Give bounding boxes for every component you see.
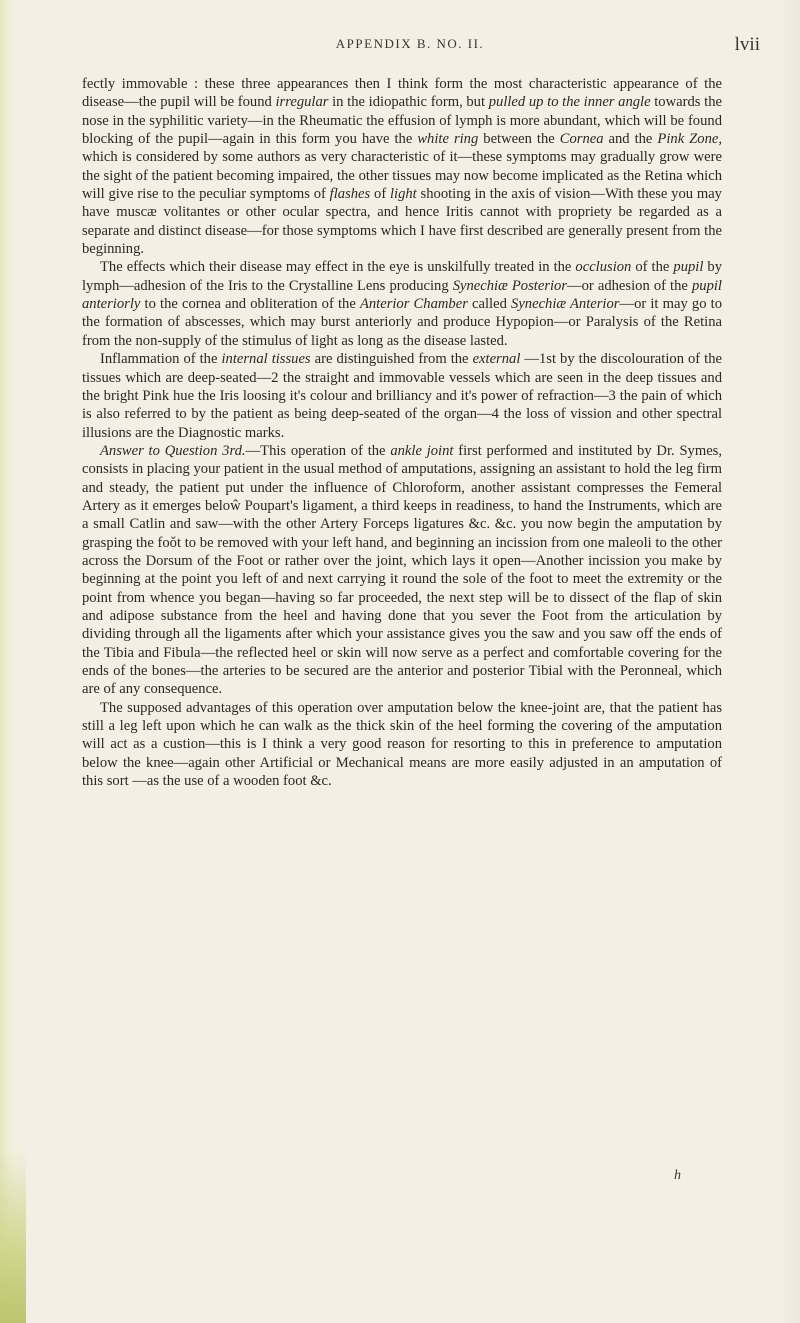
text-run: —This operation of the (245, 442, 391, 459)
paragraph-3 (82, 350, 722, 442)
signature-mark: h (674, 1168, 681, 1183)
text-run: towards the nose in the syphilitic variety—in the Rheumatic the effusion of lymph is more abundant, which will be found blocking of the pupil—again in this form you have the (82, 94, 722, 148)
text-run: fectly immovable : these three appearances then I think form the most characteristic appearance of the disease—the pupil will be found (82, 76, 722, 111)
italic-run: Synechiæ Anterior (511, 296, 620, 313)
text-run: which is considered by some authors as very characteristic of it—these symptoms may gradually grow were the sight of the patient becoming impaired, the other tissues may now become implicated as the Retina which will give rise to the peculiar symptoms of (82, 149, 722, 203)
text-run: —1st by the discolouration of the tissues which are deep-seated—2 the straight and immovable vessels which are seen in the deep tissues and the bright Pink hue the Iris loosing it's colour and brilliancy and it's power of refraction—3 the pain of which is also referred to by the patient as being deep-seated of the organ—4 the loss of vission and other spectral illusions are the Diagnostic marks. (82, 351, 723, 441)
italic-run: internal tissues (221, 351, 311, 368)
italic-run: ankle joint (390, 442, 454, 459)
paragraph-5 (82, 699, 722, 791)
italic-run: Anterior Chamber (359, 296, 468, 313)
text-run: of the (631, 259, 674, 276)
text-run: to the cornea and obliteration of the (140, 296, 360, 313)
text-run: between the (478, 131, 560, 148)
italic-run: Answer to Question 3rd. (100, 442, 246, 459)
text-run: and the (603, 131, 658, 148)
text-run: —or adhesion of the (567, 277, 692, 294)
text-run: The effects which their disease may effect in the eye is unskilfully treated in the (100, 259, 576, 276)
italic-run: Cornea (559, 131, 604, 148)
italic-run: Synechiæ Posterior (452, 277, 568, 294)
text-run: by lymph—adhesion of the Iris to the Crystalline Lens producing (82, 259, 722, 294)
text-run: Inflammation of the (100, 351, 222, 368)
paragraph-2 (82, 258, 722, 350)
text-run: shooting in the axis of vision—With these you may have muscæ volitantes or other ocular spectra, and hence Iritis cannot with propriety be regarded as a separate and distinct disease—for those symptoms which I have first described are generally present from the beginning. (82, 186, 722, 258)
page-header (60, 34, 760, 58)
italic-run: pulled up to the inner angle (488, 94, 651, 111)
italic-run: pupil anteriorly (82, 277, 722, 313)
text-run: are distinguished from the (310, 351, 473, 368)
text-run: first performed and instituted by Dr. Symes, consists in placing your patient in the usual method of amputations, assigning an assistant to hold the leg firm and steady, the patient put under the influence of Chloroform, another assistant compresses the Femeral Artery as it emerges beloŵ Poupart's ligament, a third keeps in readiness, to hand the Instruments, which are a small Catlin and saw—with the other Artery Forceps ligatures &c. &c. you now begin the amputation by grasping the foǒt to be removed with your left hand, and beginning an incission from one maleoli to the other across the Dorsum of the Foot or rather over the joint, which lays it open—Another incission you make by beginning at the point you left of and next carrying it round the sole of the foot to meet the extremity or the point from whence you began—having so far proceeded, the next step will be to dissect of the flap of skin and adipose substance from the heel and having done that you sever the Foot from the articulation by dividing through all the ligaments after which your assistance gives you the saw and you saw off the ends of the Tibia and Fibula—the reflected heel or skin will now serve as a perfect and comfortable covering for the ends of the bones—the arteries to be secured are the anterior and posterior Tibial with the Peronneal, which are of any consequence. (82, 442, 723, 698)
text-run: of (370, 186, 390, 203)
running-title: APPENDIX B. NO. II. (335, 36, 485, 51)
italic-run: Pink Zone, (657, 131, 723, 148)
paragraph-1 (82, 75, 722, 258)
italic-run: white ring (417, 131, 479, 148)
italic-run: irregular (275, 94, 329, 111)
text-run: The supposed advantages of this operation over amputation below the knee-joint are, that the patient has still a leg left upon which he can walk as the thick skin of the heel forming the covering of the amputation will act as a custion—this is I think a very good reason for resorting to this in preference to amputation below the knee—again other Artificial or Mechanical means are more easily adjusted in an amputation of this sort —as the use of a wooden foot &c. (82, 699, 722, 790)
italic-run: pupil (673, 259, 704, 276)
page-edge-discoloration (0, 1150, 26, 1323)
paragraph-4 (82, 442, 722, 699)
italic-run: light (389, 186, 417, 203)
page-number: lvii (734, 34, 760, 55)
italic-run: flashes (329, 186, 371, 203)
italic-run: occlusion (575, 259, 632, 276)
text-run: in the idiopathic form, but (328, 94, 489, 111)
italic-run: external (472, 351, 521, 368)
text-run: —or it may go to the formation of abscesses, which may burst anteriorly and produce Hypopion—or Paralysis of the Retina from the non-supply of the stimulus of light as long as the disease lasted. (82, 296, 722, 349)
body-text (82, 75, 722, 790)
text-run: called (467, 296, 512, 313)
